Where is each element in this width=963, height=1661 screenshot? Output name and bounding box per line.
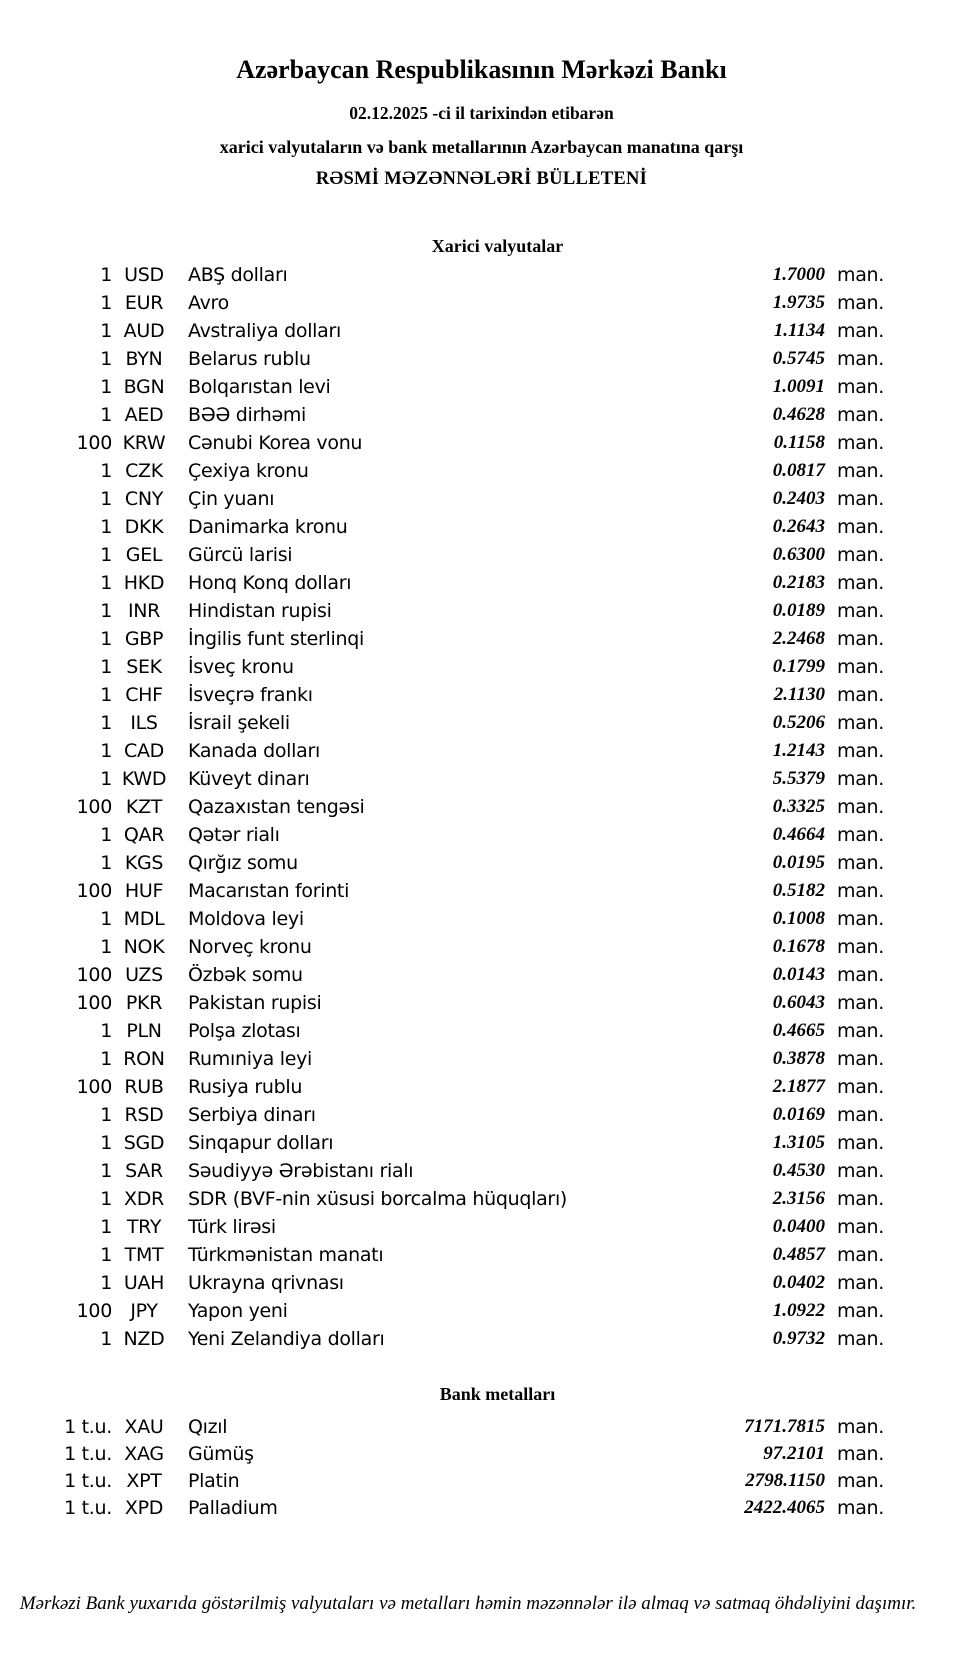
- currency-row: [0, 1185, 963, 1213]
- currency-name: Yeni Zelandiya dolları: [188, 1328, 385, 1350]
- currency-code: DKK: [124, 516, 164, 538]
- currency-code: USD: [124, 264, 164, 286]
- currency-unit-label: man.: [837, 684, 885, 706]
- currency-code: EUR: [124, 292, 164, 314]
- currency-rate: 0.4530: [772, 1160, 825, 1181]
- bulletin-title: RƏSMİ MƏZƏNNƏLƏRİ BÜLLETENİ: [315, 169, 648, 189]
- currency-code: HKD: [123, 572, 165, 594]
- currency-rate: 1.7000: [772, 264, 825, 285]
- currency-code: AED: [124, 404, 164, 426]
- currency-quantity: 100: [76, 992, 112, 1014]
- currency-unit-label: man.: [837, 572, 885, 594]
- metal-code: XAU: [124, 1415, 164, 1438]
- currency-code: RSD: [124, 1104, 164, 1126]
- currency-quantity: 1: [100, 684, 112, 706]
- currency-row: [0, 513, 963, 541]
- currency-quantity: 100: [76, 796, 112, 818]
- metal-name: Palladium: [188, 1496, 278, 1519]
- currency-row: [0, 429, 963, 457]
- currency-code: UAH: [123, 1272, 165, 1294]
- currency-row: [0, 345, 963, 373]
- currency-unit-label: man.: [837, 432, 885, 454]
- currency-rate: 0.2183: [772, 572, 825, 593]
- bank-name-title: Azərbaycan Respublikasının Mərkəzi Bankı: [236, 55, 727, 84]
- metals-section-title: Bank metalları: [439, 1384, 556, 1404]
- currency-row: [0, 709, 963, 737]
- currency-name: Danimarka kronu: [188, 516, 348, 538]
- currency-row: [0, 401, 963, 429]
- metal-quantity: 1 t.u.: [64, 1442, 112, 1465]
- currency-unit-label: man.: [837, 516, 885, 538]
- currency-code: TMT: [124, 1244, 164, 1266]
- currency-name: Avstraliya dolları: [188, 320, 341, 342]
- currency-code: NOK: [123, 936, 165, 958]
- currency-quantity: 1: [100, 404, 112, 426]
- currency-row: [0, 457, 963, 485]
- currency-rate: 2.1130: [773, 684, 825, 705]
- currency-quantity: 1: [100, 460, 112, 482]
- currency-row: [0, 1269, 963, 1297]
- currency-code: CZK: [125, 460, 163, 482]
- currency-name: SDR (BVF-nin xüsusi borcalma hüquqları): [188, 1188, 568, 1210]
- currency-unit-label: man.: [837, 404, 885, 426]
- currency-name: Qətər rialı: [188, 824, 280, 846]
- currency-unit-label: man.: [837, 964, 885, 986]
- currency-code: AUD: [123, 320, 165, 342]
- currency-quantity: 1: [100, 1020, 112, 1042]
- metal-row: [0, 1413, 963, 1440]
- currency-name: Çin yuanı: [188, 488, 275, 510]
- currency-row: [0, 933, 963, 961]
- metal-row: [0, 1494, 963, 1521]
- currency-quantity: 1: [100, 1048, 112, 1070]
- currency-quantity: 1: [100, 908, 112, 930]
- currency-code: KGS: [124, 852, 164, 874]
- currency-unit-label: man.: [837, 768, 885, 790]
- currency-rate: 0.0143: [772, 964, 825, 985]
- currency-name: Cənubi Korea vonu: [188, 432, 363, 454]
- currency-row: [0, 569, 963, 597]
- currency-code: MDL: [123, 908, 165, 930]
- currency-quantity: 1: [100, 376, 112, 398]
- currency-code: SGD: [123, 1132, 165, 1154]
- currency-quantity: 1: [100, 1132, 112, 1154]
- currency-row: [0, 765, 963, 793]
- currency-name: BƏƏ dirhəmi: [188, 404, 307, 426]
- currency-quantity: 1: [100, 1104, 112, 1126]
- currency-quantity: 1: [100, 488, 112, 510]
- currency-rate: 0.2643: [772, 516, 825, 537]
- currency-row: [0, 1073, 963, 1101]
- metal-row: [0, 1440, 963, 1467]
- currency-unit-label: man.: [837, 1188, 885, 1210]
- metal-quantity: 1 t.u.: [64, 1469, 112, 1492]
- currency-row: [0, 485, 963, 513]
- currency-rate: 0.5182: [772, 880, 825, 901]
- currency-code: UZS: [125, 964, 163, 986]
- currency-quantity: 1: [100, 1188, 112, 1210]
- currency-rate: 0.0189: [772, 600, 825, 621]
- currency-quantity: 1: [100, 740, 112, 762]
- currency-unit-label: man.: [837, 1300, 885, 1322]
- currency-quantity: 1: [100, 1244, 112, 1266]
- currency-unit-label: man.: [837, 1160, 885, 1182]
- metal-quantity: 1 t.u.: [64, 1496, 112, 1519]
- currency-rate: 0.4665: [772, 1020, 825, 1041]
- currency-code: CAD: [124, 740, 164, 762]
- currency-unit-label: man.: [837, 992, 885, 1014]
- currency-rate: 1.0922: [772, 1300, 825, 1321]
- currency-rate: 0.6300: [772, 544, 825, 565]
- currency-rate: 0.4857: [772, 1244, 825, 1265]
- metal-code: XPD: [124, 1496, 164, 1519]
- currency-code: JPY: [130, 1300, 158, 1322]
- currency-code: QAR: [123, 824, 165, 846]
- metal-quantity: 1 t.u.: [64, 1415, 112, 1438]
- currency-quantity: 1: [100, 348, 112, 370]
- currency-unit-label: man.: [837, 880, 885, 902]
- currencies-table: [0, 261, 963, 1353]
- currency-row: [0, 1045, 963, 1073]
- currency-unit-label: man.: [837, 1132, 885, 1154]
- currency-rate: 0.4664: [772, 824, 825, 845]
- currency-row: [0, 1213, 963, 1241]
- currency-name: Özbək somu: [188, 964, 303, 986]
- currency-row: [0, 625, 963, 653]
- currency-quantity: 1: [100, 1272, 112, 1294]
- currency-code: INR: [127, 600, 161, 622]
- currency-row: [0, 737, 963, 765]
- currency-rate: 5.5379: [772, 768, 825, 789]
- currency-quantity: 1: [100, 656, 112, 678]
- currency-row: [0, 597, 963, 625]
- currency-unit-label: man.: [837, 1244, 885, 1266]
- currency-code: PLN: [126, 1020, 162, 1042]
- currency-rate: 0.5206: [772, 712, 825, 733]
- currency-code: BYN: [125, 348, 163, 370]
- currency-quantity: 1: [100, 1160, 112, 1182]
- currency-unit-label: man.: [837, 320, 885, 342]
- currency-row: [0, 1129, 963, 1157]
- currency-row: [0, 373, 963, 401]
- currency-name: İsrail şekeli: [188, 712, 290, 734]
- currency-code: PKR: [125, 992, 163, 1014]
- currency-name: Kanada dolları: [188, 740, 320, 762]
- currency-row: [0, 961, 963, 989]
- metal-rate: 2422.4065: [744, 1496, 825, 1518]
- currency-quantity: 1: [100, 572, 112, 594]
- currency-unit-label: man.: [837, 796, 885, 818]
- currency-code: SEK: [126, 656, 162, 678]
- currency-unit-label: man.: [837, 824, 885, 846]
- metal-code: XPT: [126, 1469, 162, 1492]
- subject-line: xarici valyutaların və bank metallarının Azərbaycan manatına qarşı: [219, 137, 744, 157]
- currency-quantity: 100: [76, 432, 112, 454]
- currency-rate: 0.0400: [772, 1216, 825, 1237]
- currency-rate: 0.4628: [772, 404, 825, 425]
- metal-unit-label: man.: [837, 1415, 885, 1438]
- metal-unit-label: man.: [837, 1496, 885, 1519]
- currency-name: Türk lirəsi: [188, 1216, 276, 1238]
- currency-code: GEL: [125, 544, 163, 566]
- currency-code: NZD: [123, 1328, 165, 1350]
- currency-name: Rusiya rublu: [188, 1076, 303, 1098]
- currency-name: Serbiya dinarı: [188, 1104, 316, 1126]
- currency-unit-label: man.: [837, 1216, 885, 1238]
- currency-code: KWD: [121, 768, 167, 790]
- currency-rate: 0.2403: [772, 488, 825, 509]
- currency-row: [0, 1017, 963, 1045]
- currency-unit-label: man.: [837, 488, 885, 510]
- currency-code: HUF: [124, 880, 164, 902]
- currency-quantity: 1: [100, 824, 112, 846]
- currency-name: Küveyt dinarı: [188, 768, 310, 790]
- metal-name: Platin: [188, 1469, 240, 1492]
- currency-rate: 0.0817: [772, 460, 825, 481]
- currency-name: Norveç kronu: [188, 936, 312, 958]
- currency-quantity: 1: [100, 768, 112, 790]
- currency-rate: 1.0091: [772, 376, 825, 397]
- metal-row: [0, 1467, 963, 1494]
- currency-rate: 0.6043: [772, 992, 825, 1013]
- currency-rate: 0.5745: [772, 348, 825, 369]
- currency-unit-label: man.: [837, 908, 885, 930]
- currency-rate: 2.1877: [772, 1076, 825, 1097]
- currency-name: Macarıstan forinti: [188, 880, 350, 902]
- currency-name: Avro: [188, 292, 229, 314]
- metal-name: Gümüş: [188, 1442, 254, 1465]
- currency-unit-label: man.: [837, 1076, 885, 1098]
- currency-rate: 0.0402: [772, 1272, 825, 1293]
- currency-quantity: 1: [100, 516, 112, 538]
- metal-rate: 97.2101: [763, 1442, 825, 1464]
- currency-quantity: 1: [100, 544, 112, 566]
- currency-row: [0, 1101, 963, 1129]
- currency-unit-label: man.: [837, 1020, 885, 1042]
- metal-name: Qızıl: [188, 1415, 228, 1438]
- currency-code: TRY: [126, 1216, 162, 1238]
- currency-unit-label: man.: [837, 740, 885, 762]
- currency-quantity: 100: [76, 964, 112, 986]
- currency-code: CNY: [124, 488, 164, 510]
- currency-quantity: 100: [76, 880, 112, 902]
- currency-unit-label: man.: [837, 264, 885, 286]
- currency-name: Moldova leyi: [188, 908, 304, 930]
- currency-quantity: 1: [100, 320, 112, 342]
- currency-quantity: 1: [100, 852, 112, 874]
- currency-code: KRW: [122, 432, 166, 454]
- currency-rate: 0.3325: [772, 796, 825, 817]
- currency-unit-label: man.: [837, 1048, 885, 1070]
- currency-code: RON: [123, 1048, 165, 1070]
- currency-name: Türkmənistan manatı: [188, 1244, 384, 1266]
- currency-rate: 2.2468: [772, 628, 825, 649]
- currency-unit-label: man.: [837, 656, 885, 678]
- currency-quantity: 1: [100, 264, 112, 286]
- currency-row: [0, 289, 963, 317]
- currency-quantity: 1: [100, 712, 112, 734]
- currency-unit-label: man.: [837, 460, 885, 482]
- currency-name: İsveç kronu: [188, 656, 294, 678]
- currency-row: [0, 317, 963, 345]
- currency-row: [0, 905, 963, 933]
- currency-unit-label: man.: [837, 1104, 885, 1126]
- currency-name: İsveçrə frankı: [188, 684, 313, 706]
- currency-row: [0, 541, 963, 569]
- currency-name: İngilis funt sterlinqi: [188, 628, 364, 650]
- currency-unit-label: man.: [837, 544, 885, 566]
- currency-name: Rumıniya leyi: [188, 1048, 313, 1070]
- currency-name: Gürcü larisi: [188, 544, 293, 566]
- metal-rate: 7171.7815: [744, 1415, 825, 1437]
- currency-unit-label: man.: [837, 712, 885, 734]
- currency-code: SAR: [125, 1160, 163, 1182]
- currency-row: [0, 877, 963, 905]
- currency-rate: 1.3105: [772, 1132, 825, 1153]
- currency-name: Çexiya kronu: [188, 460, 309, 482]
- currency-unit-label: man.: [837, 348, 885, 370]
- currency-rate: 1.2143: [772, 740, 825, 761]
- currency-code: GBP: [124, 628, 164, 650]
- currency-name: Yapon yeni: [188, 1300, 288, 1322]
- currency-row: [0, 793, 963, 821]
- currency-quantity: 1: [100, 600, 112, 622]
- metal-unit-label: man.: [837, 1442, 885, 1465]
- currency-rate: 0.1678: [772, 936, 825, 957]
- currency-name: Qırğız somu: [188, 852, 298, 874]
- currency-unit-label: man.: [837, 376, 885, 398]
- currency-name: Honq Konq dolları: [188, 572, 352, 594]
- currency-name: Qazaxıstan tengəsi: [188, 796, 365, 818]
- currency-rate: 1.1134: [773, 320, 825, 341]
- currency-quantity: 1: [100, 1216, 112, 1238]
- currency-quantity: 1: [100, 628, 112, 650]
- currency-unit-label: man.: [837, 936, 885, 958]
- currency-unit-label: man.: [837, 628, 885, 650]
- currency-quantity: 1: [100, 936, 112, 958]
- currency-row: [0, 1241, 963, 1269]
- currency-row: [0, 653, 963, 681]
- metal-unit-label: man.: [837, 1469, 885, 1492]
- currency-code: KZT: [125, 796, 163, 818]
- currency-rate: 2.3156: [772, 1188, 825, 1209]
- currency-rate: 0.1008: [772, 908, 825, 929]
- metals-table: [0, 1413, 963, 1521]
- effective-date-line: 02.12.2025 -ci il tarixindən etibarən: [349, 103, 614, 123]
- currency-row: [0, 849, 963, 877]
- disclaimer-text: Mərkəzi Bank yuxarıda göstərilmiş valyutaları və metalları həmin məzənnələr ilə almaq və satmaq öhdəliyini daşımır.: [19, 1593, 917, 1614]
- currency-unit-label: man.: [837, 852, 885, 874]
- currency-unit-label: man.: [837, 1272, 885, 1294]
- currency-rate: 1.9735: [772, 292, 825, 313]
- currency-quantity: 1: [100, 1328, 112, 1350]
- currency-unit-label: man.: [837, 1328, 885, 1350]
- currency-name: Ukrayna qrivnası: [188, 1272, 344, 1294]
- currency-quantity: 100: [76, 1076, 112, 1098]
- currency-rate: 0.1158: [773, 432, 825, 453]
- metal-rate: 2798.1150: [745, 1469, 825, 1491]
- currency-code: RUB: [124, 1076, 164, 1098]
- currency-name: Polşa zlotası: [188, 1020, 301, 1042]
- currency-name: Səudiyyə Ərəbistanı rialı: [188, 1160, 414, 1182]
- currency-rate: 0.3878: [772, 1048, 825, 1069]
- currency-row: [0, 821, 963, 849]
- currency-rate: 0.0195: [772, 852, 825, 873]
- currency-name: Hindistan rupisi: [188, 600, 332, 622]
- currency-row: [0, 681, 963, 709]
- currency-code: ILS: [130, 712, 158, 734]
- currency-name: Belarus rublu: [188, 348, 311, 370]
- currency-unit-label: man.: [837, 600, 885, 622]
- currency-name: Bolqarıstan levi: [188, 376, 331, 398]
- currency-quantity: 1: [100, 292, 112, 314]
- currency-row: [0, 1325, 963, 1353]
- currency-rate: 0.9732: [772, 1328, 825, 1349]
- currency-code: BGN: [123, 376, 165, 398]
- currency-name: Sinqapur dolları: [188, 1132, 334, 1154]
- currency-name: Pakistan rupisi: [188, 992, 322, 1014]
- bulletin-header: [0, 54, 963, 191]
- currency-rate: 0.0169: [772, 1104, 825, 1125]
- currency-code: XDR: [124, 1188, 164, 1210]
- metal-code: XAG: [124, 1442, 164, 1465]
- currency-code: CHF: [125, 684, 163, 706]
- currency-row: [0, 1157, 963, 1185]
- currency-unit-label: man.: [837, 292, 885, 314]
- currencies-section-title: Xarici valyutalar: [431, 236, 564, 256]
- currency-quantity: 100: [76, 1300, 112, 1322]
- currency-row: [0, 1297, 963, 1325]
- currency-name: ABŞ dolları: [188, 264, 288, 286]
- currency-rate: 0.1799: [772, 656, 825, 677]
- currency-row: [0, 989, 963, 1017]
- currency-row: [0, 261, 963, 289]
